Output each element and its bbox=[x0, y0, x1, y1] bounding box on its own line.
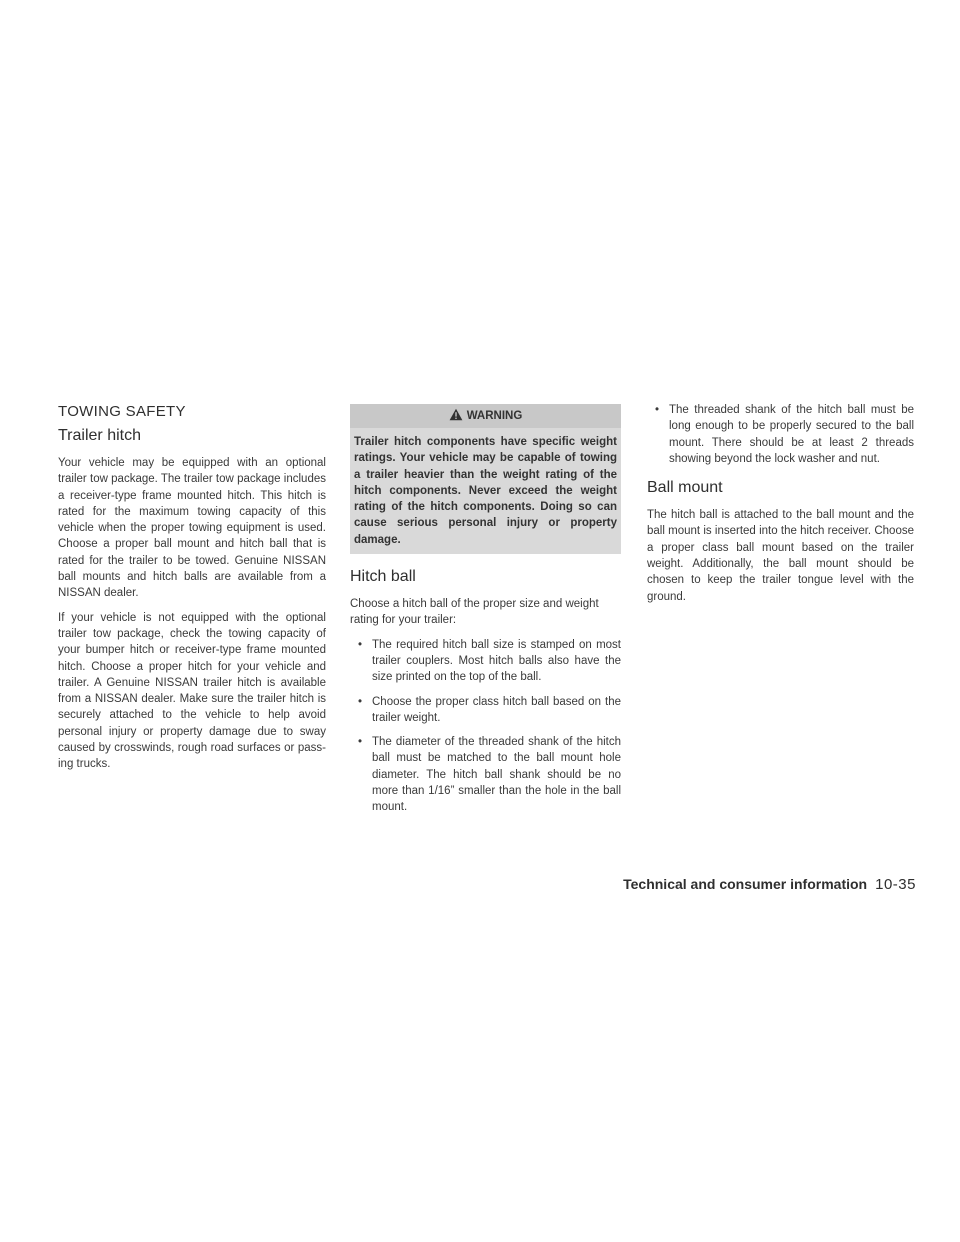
hitch-ball-heading: Hitch ball bbox=[350, 568, 416, 586]
footer-section-title: Technical and consumer information bbox=[623, 876, 868, 892]
warning-title: WARNING bbox=[466, 410, 523, 422]
bullet-marker: • bbox=[655, 404, 660, 416]
hitch-ball-intro: Choose a hitch ball of the proper size and weight rating for your trailer: bbox=[350, 598, 599, 627]
list-item: • The required hitch ball size is stamped on most trailer couplers. Most hitch balls also have the size printed on the top of the ball. bbox=[358, 638, 621, 684]
warning-box bbox=[350, 404, 621, 554]
column-right bbox=[647, 402, 914, 613]
list-item: • The threaded shank of the hitch ball must be long enough to be properly secured to the ball mount. There should be at least 2 threads showing beyond the lock washer and nut. bbox=[655, 404, 914, 465]
bullet-marker: • bbox=[358, 695, 363, 708]
trailer-hitch-heading: Trailer hitch bbox=[58, 427, 141, 444]
trailer-hitch-paragraph-2: If your vehicle is not equipped with the optional trailer tow package, check the towing capacity of your bumper hitch or receiver-type frame mounted hitch. Choose a proper hitch for your vehicle and trailer. A Genuine NISSAN trailer hitch is available from a NISSAN dealer. Make sure the trailer hitch is securely attached to the vehicle to help avoid personal injury or property damage due to sway caused by crosswinds, rough road surfaces or passing trucks. bbox=[58, 611, 326, 771]
page-footer bbox=[594, 876, 916, 893]
bullet-marker: • bbox=[358, 736, 363, 749]
hitch-ball-list-continued bbox=[647, 402, 914, 467]
column-left bbox=[58, 402, 326, 781]
warning-header bbox=[350, 404, 621, 428]
warning-text: Trailer hitch components have specific weight ratings. Your vehicle may be capable of towing a trailer heavier than the weight rating of the hitch components. Never exceed the weight rating of the hitch components. Doing so can cause serious personal injury or property damage. bbox=[354, 436, 617, 546]
ball-mount-heading: Ball mount bbox=[647, 479, 723, 497]
hitch-ball-list bbox=[350, 637, 621, 816]
trailer-hitch-paragraph-1: Your vehicle may be equipped with an optional trailer tow package. The trailer tow package includes a receiver-type frame mounted hitch. This hitch is rated for the maximum towing capacity of this vehicle when the proper towing equipment is used. Choose a proper ball mount and hitch ball that is rated for the trailer to be towed. Genuine NISSAN ball mounts and hitch balls are available from a NISSAN dealer. bbox=[58, 457, 326, 600]
ball-mount-paragraph: The hitch ball is attached to the ball mount and the ball mount is inserted into the hitch receiver. Choose a proper class ball mount based on the trailer weight. Additionally, the ball mount should be chosen to keep the trailer tongue level with the ground. bbox=[647, 509, 914, 603]
warning-triangle-icon bbox=[449, 408, 463, 424]
page-number: 10-35 bbox=[875, 876, 916, 893]
list-item: • Choose the proper class hitch ball based on the trailer weight. bbox=[358, 695, 621, 724]
bullet-marker: • bbox=[358, 638, 363, 651]
list-item: • The diameter of the threaded shank of the hitch ball must be matched to the ball mount hole diameter. The hitch ball shank should be no more than 1/16” smaller than the hole in the ball mount. bbox=[358, 736, 621, 814]
section-title: TOWING SAFETY bbox=[58, 403, 186, 420]
column-middle bbox=[350, 402, 621, 824]
